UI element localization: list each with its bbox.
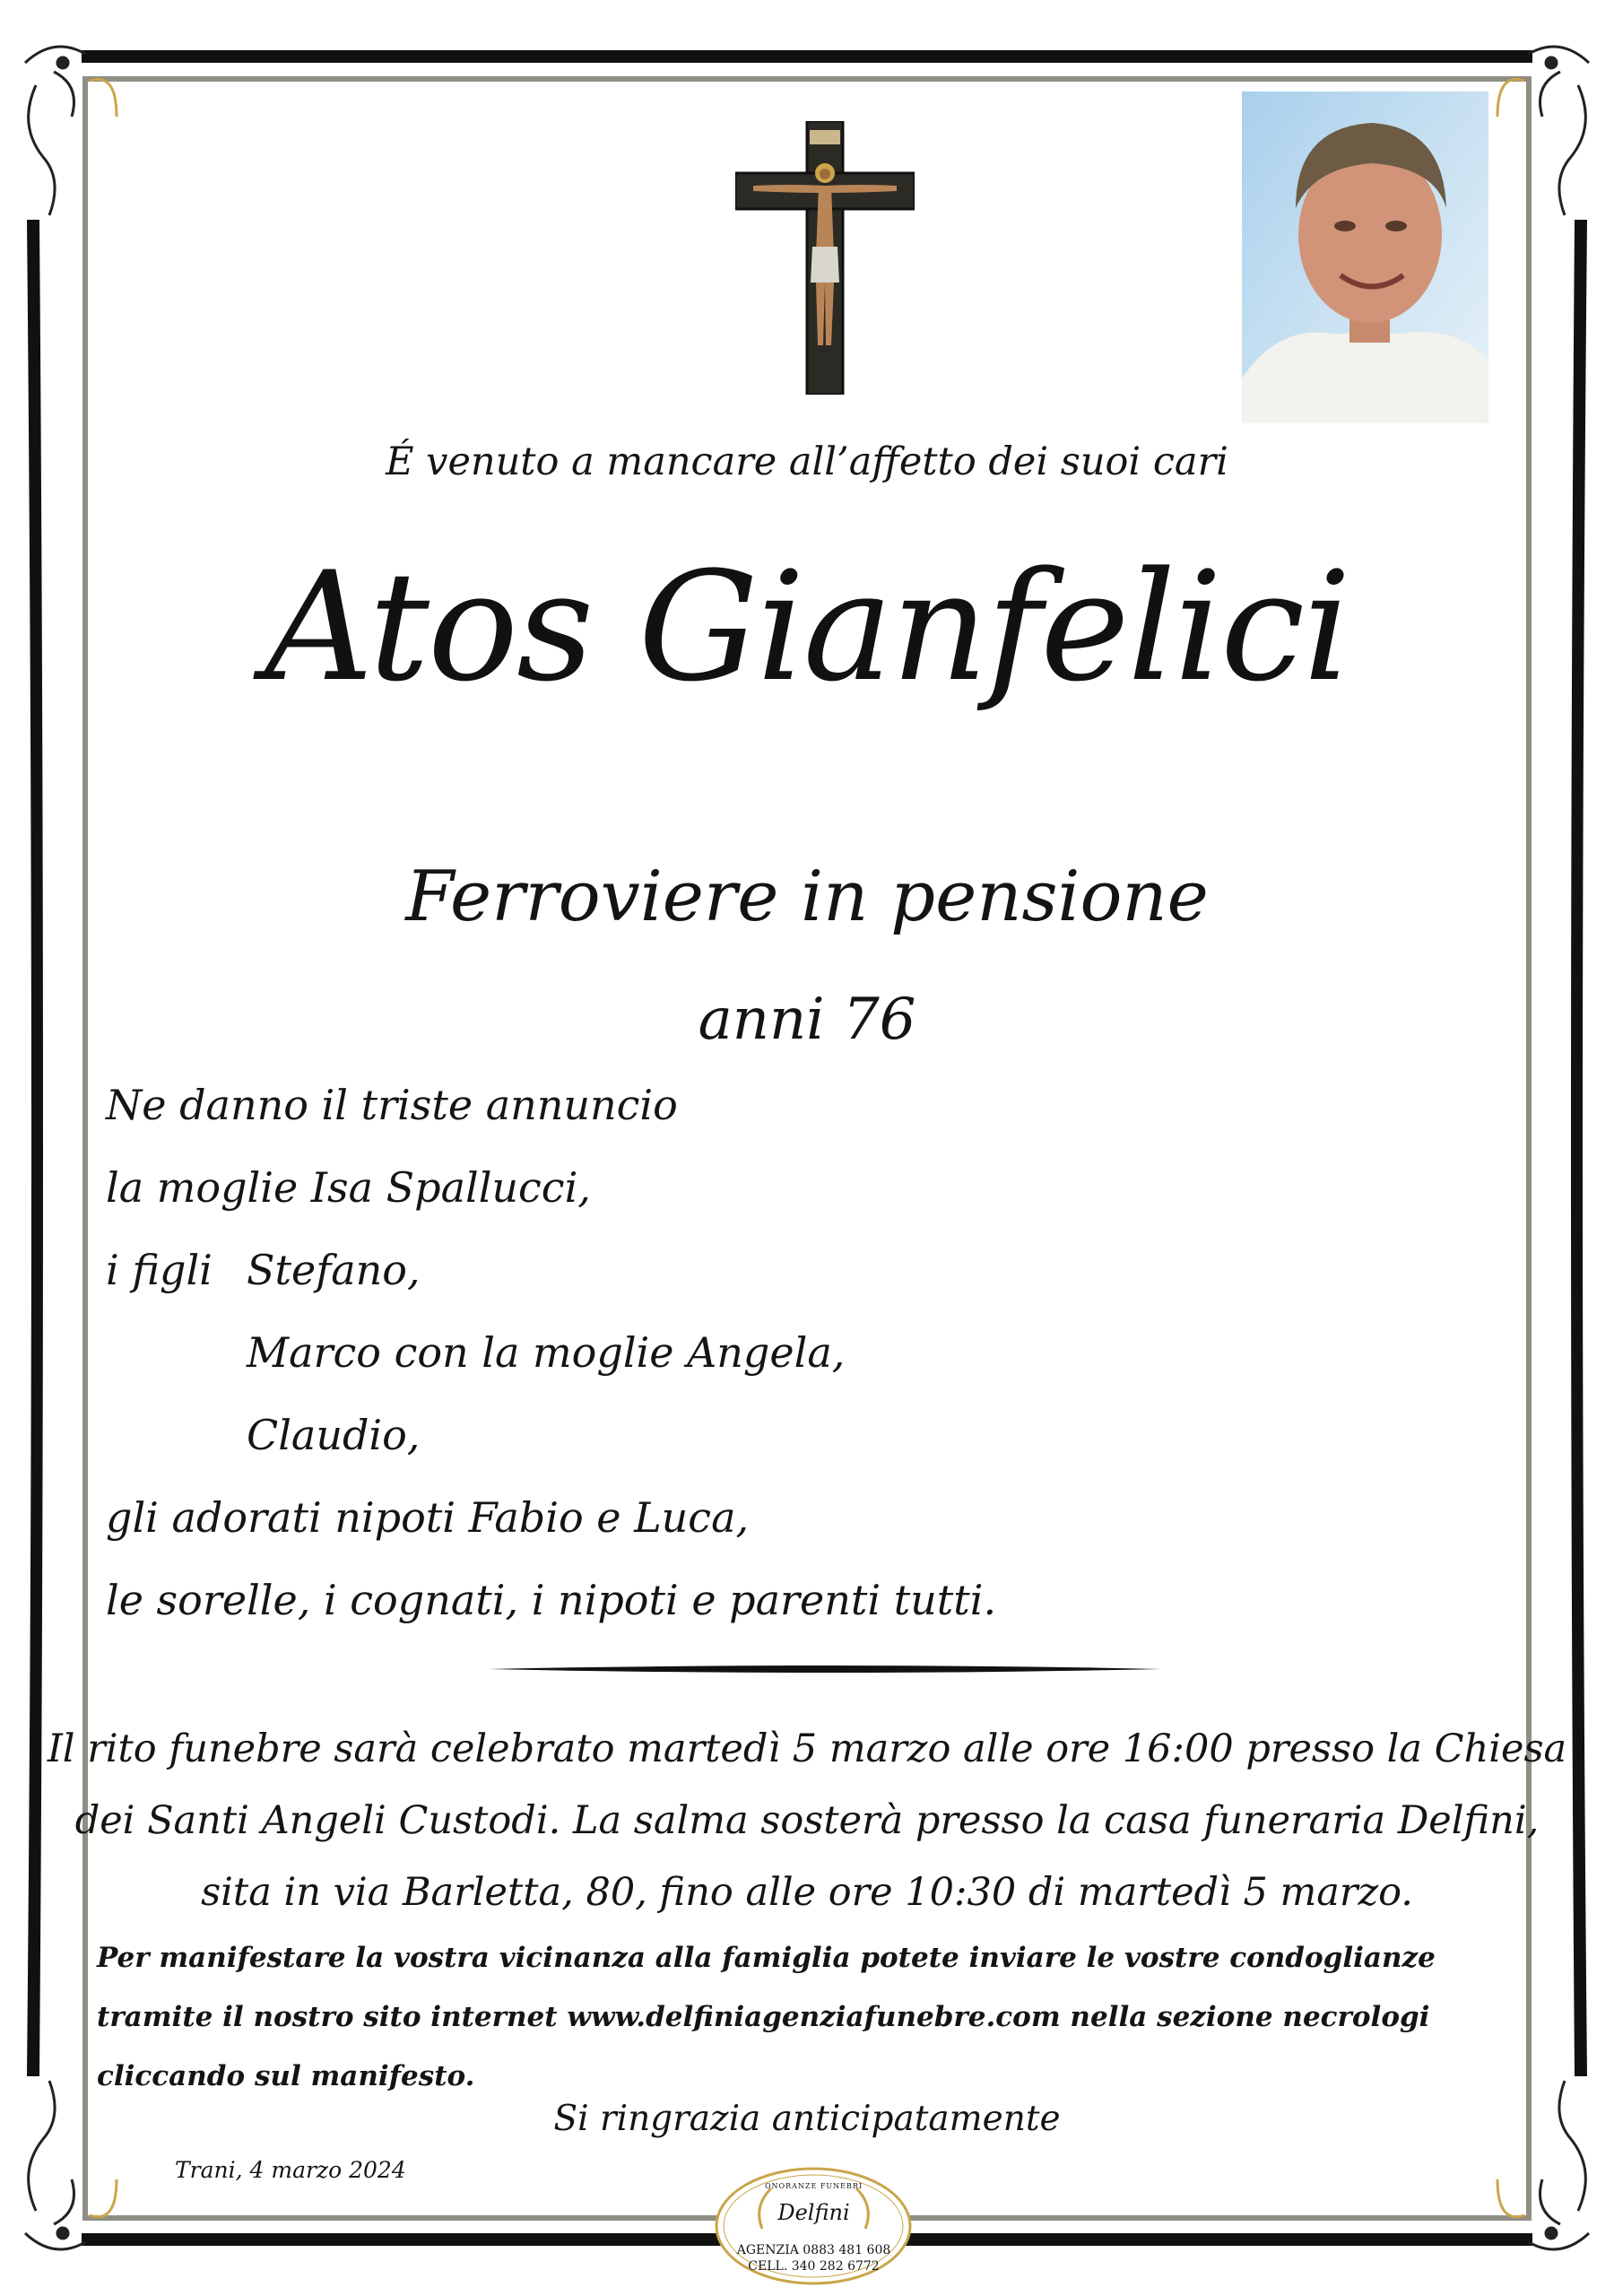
ceremony-line: Il rito funebre sarà celebrato martedì 5 marzo alle ore 16:00 presso la Chiesa bbox=[47, 1726, 1567, 1771]
frame-top-bar bbox=[85, 54, 1529, 59]
place-date: Trani, 4 marzo 2024 bbox=[175, 2157, 406, 2183]
ceremony-details bbox=[0, 1713, 1614, 1928]
intro-text: É venuto a mancare all’affetto dei suoi cari bbox=[386, 439, 1228, 484]
logo-small-text: ONORANZE FUNEBRI bbox=[764, 2182, 863, 2190]
logo-name: Delfini bbox=[777, 2200, 850, 2225]
children-label: i figli bbox=[106, 1246, 213, 1294]
deceased-name: Atos Gianfelici bbox=[265, 539, 1349, 715]
note-line: Per manifestare la vostra vicinanza alla famiglia potete inviare le vostre condoglianze bbox=[97, 1942, 1436, 1974]
family-line: Ne danno il triste annuncio bbox=[106, 1081, 678, 1129]
child-name: Claudio, bbox=[247, 1411, 421, 1459]
logo-cell-phone: CELL. 340 282 6772 bbox=[748, 2259, 880, 2274]
condolences-note bbox=[97, 1928, 1532, 2106]
profession: Ferroviere in pensione bbox=[405, 857, 1209, 937]
note-line: cliccando sul manifesto. bbox=[97, 2060, 475, 2092]
family-line: la moglie Isa Spallucci, bbox=[106, 1163, 591, 1212]
ceremony-line: sita in via Barletta, 80, fino alle ore 10:30 di martedì 5 marzo. bbox=[201, 1870, 1413, 1915]
logo-agency-phone: AGENZIA 0883 481 608 bbox=[736, 2243, 891, 2257]
family-line: gli adorati nipoti Fabio e Luca, bbox=[106, 1493, 750, 1542]
agency-logo bbox=[713, 2166, 915, 2287]
family-line: le sorelle, i cognati, i nipoti e parenti tutti. bbox=[106, 1576, 997, 1624]
portrait-photo bbox=[1242, 91, 1488, 423]
age: anni 76 bbox=[698, 987, 916, 1053]
ceremony-line: dei Santi Angeli Custodi. La salma sosterà presso la casa funeraria Delfini, bbox=[74, 1798, 1540, 1843]
corner-ornament-icon bbox=[1497, 47, 1589, 215]
child-name: Stefano, bbox=[247, 1246, 421, 1294]
corner-ornament-icon bbox=[25, 47, 117, 215]
note-line: tramite il nostro sito internet www.delfiniagenziafunebre.com nella sezione necrologi bbox=[97, 2001, 1430, 2033]
thanks-text: Si ringrazia anticipatamente bbox=[553, 2099, 1061, 2139]
crucifix-icon bbox=[735, 121, 915, 395]
child-name: Marco con la moglie Angela, bbox=[247, 1328, 846, 1377]
divider bbox=[489, 1664, 1161, 1674]
